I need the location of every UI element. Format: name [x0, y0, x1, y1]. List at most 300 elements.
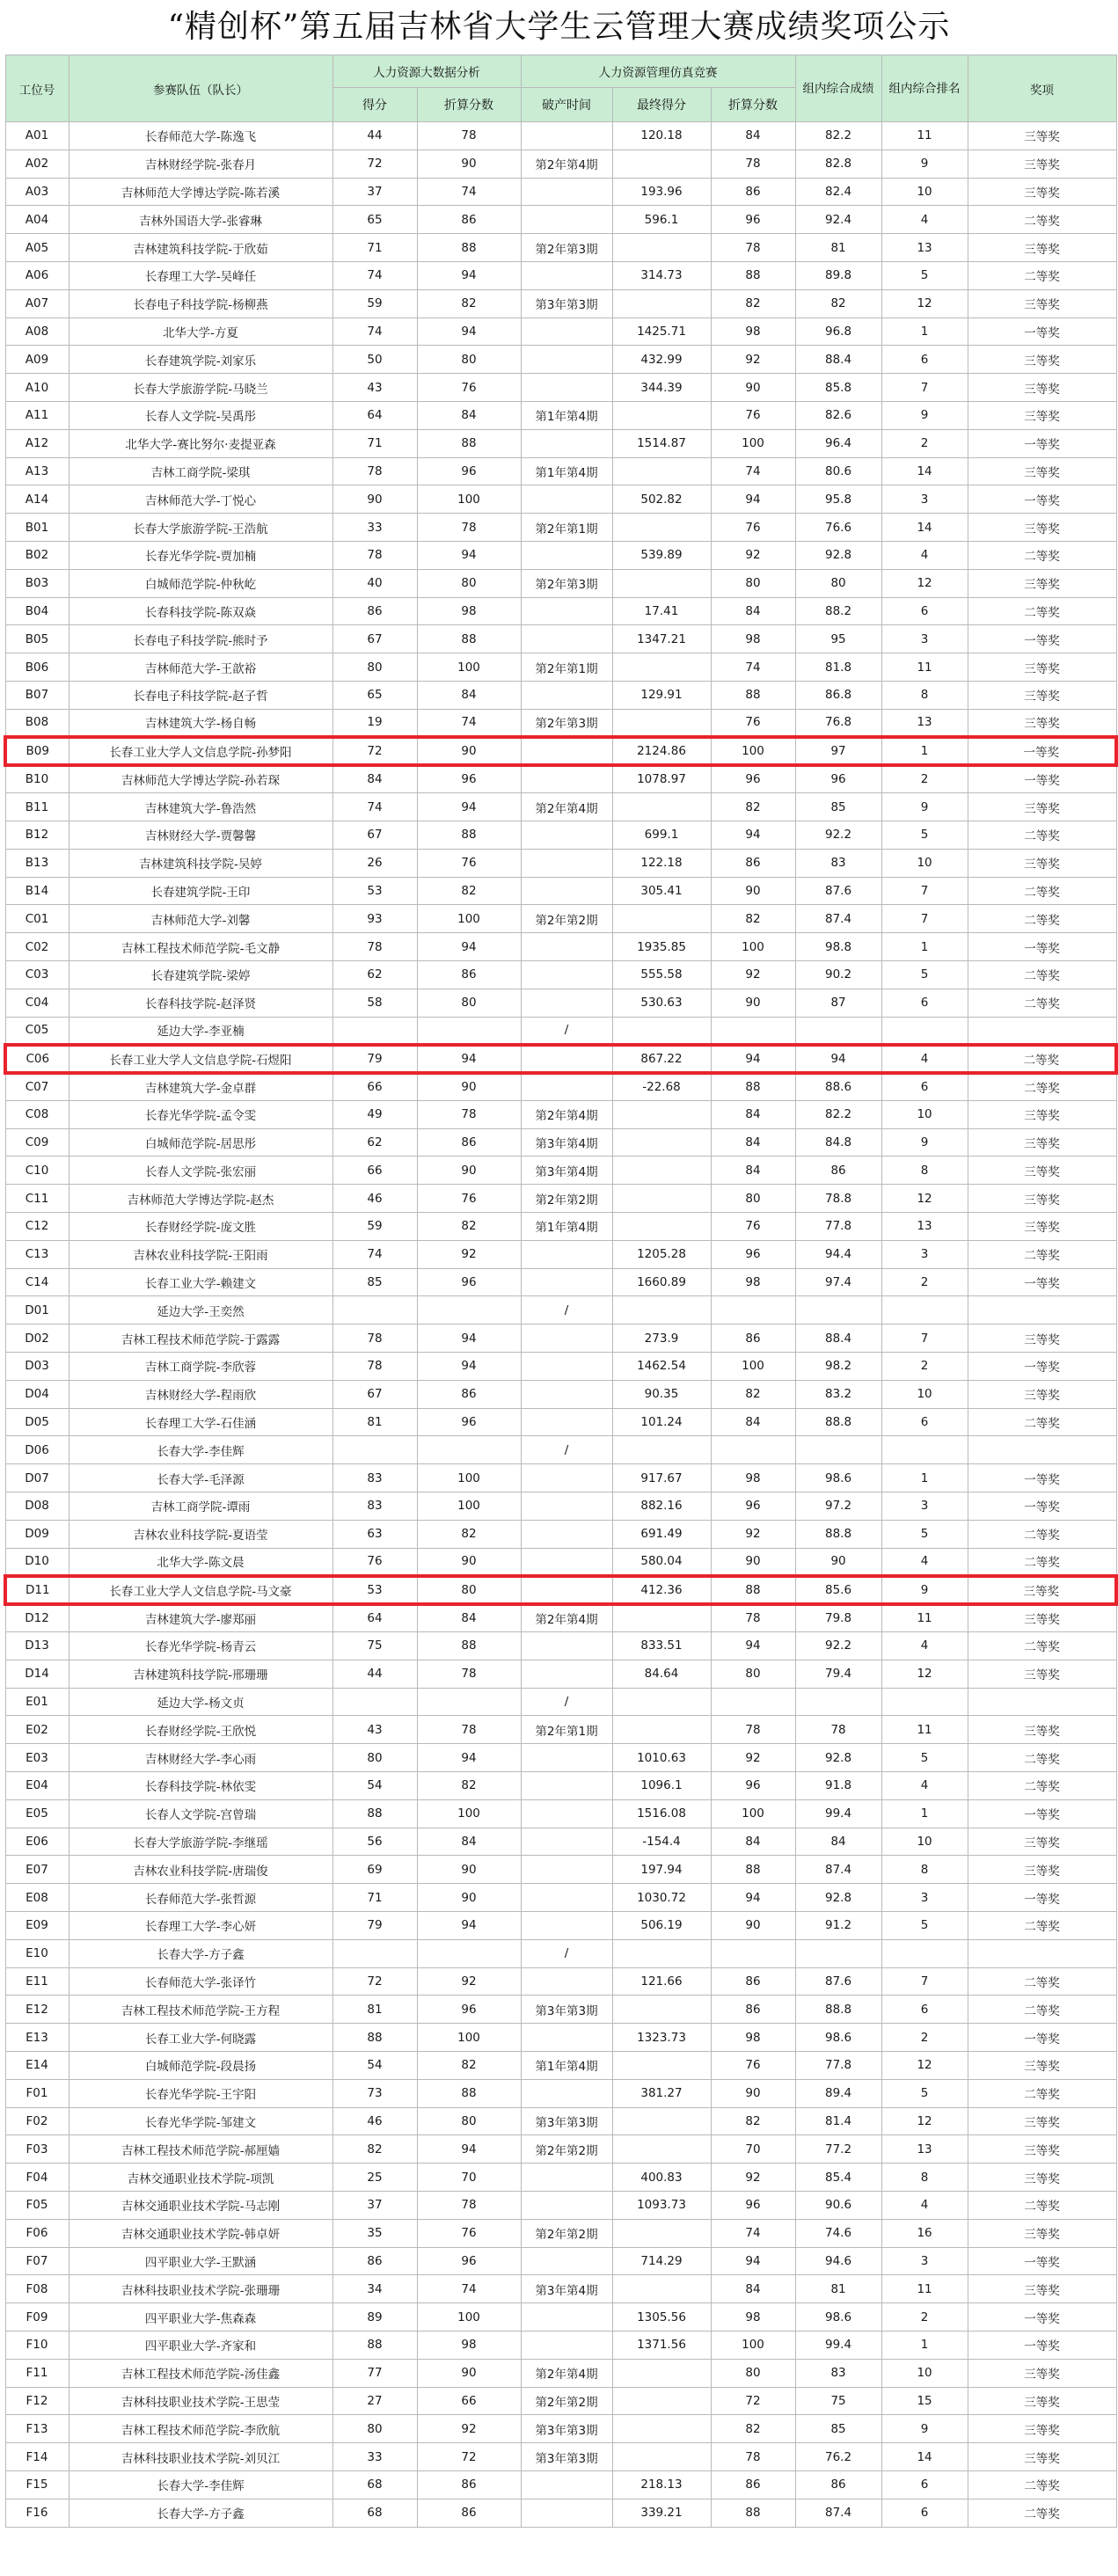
cell-station: E02 — [5, 1716, 69, 1744]
cell-group-rank: 8 — [881, 1157, 968, 1185]
cell-team: 长春光华学院-杨青云 — [69, 1632, 332, 1660]
cell-score: 81 — [332, 1996, 417, 2024]
cell-score: 80 — [332, 2415, 417, 2443]
cell-team: 吉林师范大学博达学院-赵杰 — [69, 1185, 332, 1213]
cell-score: 78 — [332, 1353, 417, 1381]
cell-station: E01 — [5, 1688, 69, 1716]
table-row — [5, 514, 1116, 542]
cell-converted: 96 — [417, 1996, 521, 2024]
cell-team: 吉林农业科技学院-唐瑞俊 — [69, 1856, 332, 1884]
cell-station: A01 — [5, 122, 69, 150]
cell-station: F11 — [5, 2359, 69, 2387]
cell-station: B08 — [5, 709, 69, 737]
cell-group-rank: 1 — [881, 317, 968, 346]
cell-bankrupt-time: 第2年第2期 — [521, 905, 612, 933]
table-row — [5, 1632, 1116, 1660]
cell-award: 一等奖 — [968, 429, 1116, 457]
cell-final-score: 1347.21 — [612, 625, 711, 653]
cell-team: 长春光华学院-贾加楠 — [69, 541, 332, 569]
cell-score — [332, 1296, 417, 1324]
cell-bankrupt-time: 第2年第3期 — [521, 234, 612, 262]
cell-final-score — [612, 2051, 711, 2079]
cell-converted: 90 — [417, 1548, 521, 1576]
cell-bankrupt-time — [521, 346, 612, 374]
cell-station: E09 — [5, 1912, 69, 1940]
cell-station: E11 — [5, 1967, 69, 1996]
cell-converted-2: 84 — [711, 2275, 795, 2303]
cell-converted-2: 78 — [711, 1604, 795, 1632]
table-row — [5, 2331, 1116, 2359]
table-row — [5, 317, 1116, 346]
cell-bankrupt-time: 第2年第4期 — [521, 793, 612, 821]
cell-team: 吉林工程技术师范学院-汤佳鑫 — [69, 2359, 332, 2387]
cell-group-total: 79.4 — [795, 1660, 881, 1688]
cell-converted: 78 — [417, 2191, 521, 2219]
cell-award: 一等奖 — [968, 1353, 1116, 1381]
cell-group-rank: 4 — [881, 2191, 968, 2219]
cell-bankrupt-time: 第3年第3期 — [521, 2107, 612, 2135]
cell-group-rank: 8 — [881, 1856, 968, 1884]
cell-team: 白城师范学院-段晨扬 — [69, 2051, 332, 2079]
cell-award: 三等奖 — [968, 1128, 1116, 1157]
cell-group-rank: 10 — [881, 178, 968, 206]
cell-group-total: 78.8 — [795, 1185, 881, 1213]
cell-team: 吉林科技职业技术学院-张珊珊 — [69, 2275, 332, 2303]
cell-group-total — [795, 1688, 881, 1716]
cell-group-total: 85.8 — [795, 374, 881, 402]
cell-group-rank: 12 — [881, 1185, 968, 1213]
cell-award: 三等奖 — [968, 569, 1116, 597]
cell-group-total: 87.4 — [795, 1856, 881, 1884]
cell-group-rank: 6 — [881, 2499, 968, 2527]
cell-converted-2: 94 — [711, 1632, 795, 1660]
cell-converted-2: 88 — [711, 1073, 795, 1101]
cell-group-rank: 3 — [881, 1492, 968, 1521]
cell-group-rank: 8 — [881, 2164, 968, 2192]
cell-station: F01 — [5, 2079, 69, 2107]
table-row — [5, 960, 1116, 989]
cell-final-score — [612, 1100, 711, 1128]
table-row — [5, 1967, 1116, 1996]
cell-converted-2: 84 — [711, 1157, 795, 1185]
cell-converted: 94 — [417, 793, 521, 821]
cell-award: 三等奖 — [968, 178, 1116, 206]
cell-award: 三等奖 — [968, 793, 1116, 821]
cell-final-score: 1078.97 — [612, 765, 711, 793]
header-hr-sim: 人力资源管理仿真竞赛 — [521, 55, 795, 88]
cell-final-score — [612, 1436, 711, 1464]
cell-final-score — [612, 2415, 711, 2443]
cell-bankrupt-time: / — [521, 1688, 612, 1716]
cell-group-total: 86.8 — [795, 681, 881, 709]
cell-team: 吉林工商学院-梁琪 — [69, 457, 332, 485]
cell-converted-2: 92 — [711, 1520, 795, 1548]
cell-converted-2 — [711, 1296, 795, 1324]
cell-final-score: 314.73 — [612, 261, 711, 289]
cell-award: 三等奖 — [968, 150, 1116, 178]
table-row — [5, 709, 1116, 737]
cell-station: B05 — [5, 625, 69, 653]
cell-converted-2: 76 — [711, 401, 795, 429]
cell-station: B11 — [5, 793, 69, 821]
cell-converted-2: 82 — [711, 2415, 795, 2443]
cell-bankrupt-time: 第2年第1期 — [521, 653, 612, 682]
cell-bankrupt-time — [521, 2303, 612, 2332]
table-row — [5, 1799, 1116, 1828]
cell-station: F03 — [5, 2135, 69, 2164]
cell-bankrupt-time — [521, 485, 612, 514]
cell-converted-2: 70 — [711, 2135, 795, 2164]
table-row — [5, 597, 1116, 625]
table-row — [5, 2499, 1116, 2527]
cell-converted-2: 74 — [711, 653, 795, 682]
cell-team: 长春大学-毛泽源 — [69, 1464, 332, 1492]
cell-converted-2: 98 — [711, 2024, 795, 2052]
cell-award: 三等奖 — [968, 122, 1116, 150]
cell-station: A11 — [5, 401, 69, 429]
cell-group-total: 88.8 — [795, 1520, 881, 1548]
cell-station: B07 — [5, 681, 69, 709]
cell-converted: 76 — [417, 2219, 521, 2247]
table-row — [5, 569, 1116, 597]
cell-group-rank: 6 — [881, 597, 968, 625]
cell-converted-2: 90 — [711, 989, 795, 1017]
cell-team: 北华大学-陈文晨 — [69, 1548, 332, 1576]
cell-score: 62 — [332, 960, 417, 989]
cell-award: 二等奖 — [968, 1408, 1116, 1436]
cell-award: 一等奖 — [968, 2303, 1116, 2332]
cell-final-score: 833.51 — [612, 1632, 711, 1660]
cell-award: 一等奖 — [968, 317, 1116, 346]
table-row — [5, 765, 1116, 793]
cell-group-total: 89.8 — [795, 261, 881, 289]
cell-score: 86 — [332, 597, 417, 625]
cell-score: 74 — [332, 793, 417, 821]
cell-score: 35 — [332, 2219, 417, 2247]
cell-converted-2: 88 — [711, 1856, 795, 1884]
cell-converted-2: 96 — [711, 206, 795, 234]
cell-group-total: 98.6 — [795, 1464, 881, 1492]
cell-converted — [417, 1939, 521, 1967]
cell-station: A09 — [5, 346, 69, 374]
table-row — [5, 2359, 1116, 2387]
cell-converted: 86 — [417, 2499, 521, 2527]
cell-converted-2: 100 — [711, 737, 795, 765]
cell-group-rank: 11 — [881, 1716, 968, 1744]
cell-bankrupt-time — [521, 2499, 612, 2527]
cell-station: C04 — [5, 989, 69, 1017]
table-row — [5, 1744, 1116, 1772]
cell-award: 三等奖 — [968, 849, 1116, 877]
cell-group-rank: 12 — [881, 2051, 968, 2079]
cell-award: 一等奖 — [968, 2331, 1116, 2359]
table-row — [5, 2470, 1116, 2499]
cell-bankrupt-time — [521, 933, 612, 961]
cell-final-score — [612, 1296, 711, 1324]
cell-station: C09 — [5, 1128, 69, 1157]
cell-score: 80 — [332, 1744, 417, 1772]
cell-converted-2: 82 — [711, 1380, 795, 1408]
table-row — [5, 681, 1116, 709]
cell-score: 25 — [332, 2164, 417, 2192]
cell-group-total: 80.6 — [795, 457, 881, 485]
header-group-total: 组内综合成绩 — [795, 55, 881, 122]
cell-group-rank: 9 — [881, 1128, 968, 1157]
cell-group-rank: 2 — [881, 2024, 968, 2052]
cell-final-score: -22.68 — [612, 1073, 711, 1101]
cell-converted: 96 — [417, 457, 521, 485]
cell-group-total — [795, 1296, 881, 1324]
cell-converted-2: 90 — [711, 2079, 795, 2107]
cell-award: 三等奖 — [968, 709, 1116, 737]
cell-group-rank: 12 — [881, 1660, 968, 1688]
cell-team: 吉林师范大学-刘馨 — [69, 905, 332, 933]
cell-award: 三等奖 — [968, 2051, 1116, 2079]
cell-group-rank: 6 — [881, 346, 968, 374]
header-award: 奖项 — [968, 55, 1116, 122]
cell-group-total: 78 — [795, 1716, 881, 1744]
cell-team: 长春科技学院-林依雯 — [69, 1772, 332, 1800]
cell-converted: 66 — [417, 2387, 521, 2415]
cell-group-rank — [881, 1688, 968, 1716]
table-row — [5, 1408, 1116, 1436]
table-row — [5, 2079, 1116, 2107]
cell-group-rank: 2 — [881, 429, 968, 457]
cell-station: A02 — [5, 150, 69, 178]
cell-score: 74 — [332, 1240, 417, 1268]
cell-bankrupt-time — [521, 2079, 612, 2107]
cell-final-score: 339.21 — [612, 2499, 711, 2527]
cell-final-score: 122.18 — [612, 849, 711, 877]
cell-award — [968, 1017, 1116, 1045]
cell-group-rank: 10 — [881, 1828, 968, 1856]
cell-bankrupt-time: 第3年第4期 — [521, 1128, 612, 1157]
cell-group-total: 87 — [795, 989, 881, 1017]
cell-converted-2: 98 — [711, 2303, 795, 2332]
cell-bankrupt-time — [521, 1828, 612, 1856]
table-body — [5, 122, 1116, 2528]
cell-converted: 78 — [417, 1100, 521, 1128]
cell-group-rank: 5 — [881, 1912, 968, 1940]
cell-converted: 100 — [417, 2024, 521, 2052]
cell-team: 吉林建筑大学-廖郑丽 — [69, 1604, 332, 1632]
cell-score: 50 — [332, 346, 417, 374]
cell-award: 三等奖 — [968, 1660, 1116, 1688]
cell-bankrupt-time: 第2年第2期 — [521, 2387, 612, 2415]
cell-converted: 96 — [417, 1268, 521, 1296]
cell-converted-2: 100 — [711, 2331, 795, 2359]
cell-group-total: 88.6 — [795, 1073, 881, 1101]
cell-bankrupt-time — [521, 2247, 612, 2275]
cell-converted: 94 — [417, 1912, 521, 1940]
cell-group-total: 92.8 — [795, 1884, 881, 1912]
cell-bankrupt-time — [521, 1045, 612, 1073]
cell-final-score — [612, 234, 711, 262]
cell-group-total: 98.6 — [795, 2024, 881, 2052]
cell-converted-2: 94 — [711, 1045, 795, 1073]
cell-converted: 100 — [417, 905, 521, 933]
cell-team: 吉林科技职业技术学院-王思莹 — [69, 2387, 332, 2415]
cell-group-total: 76.6 — [795, 514, 881, 542]
cell-group-rank: 9 — [881, 150, 968, 178]
cell-score: 78 — [332, 1324, 417, 1353]
cell-group-rank: 7 — [881, 374, 968, 402]
cell-group-rank: 11 — [881, 1604, 968, 1632]
cell-station: A12 — [5, 429, 69, 457]
cell-group-rank: 11 — [881, 122, 968, 150]
cell-award: 三等奖 — [968, 1185, 1116, 1213]
cell-final-score — [612, 2219, 711, 2247]
table-row — [5, 1492, 1116, 1521]
cell-bankrupt-time — [521, 1240, 612, 1268]
cell-award: 二等奖 — [968, 821, 1116, 849]
cell-team: 长春大学-方子鑫 — [69, 2499, 332, 2527]
cell-group-rank: 5 — [881, 2079, 968, 2107]
cell-team: 吉林建筑大学-鲁浩然 — [69, 793, 332, 821]
cell-group-total: 81.8 — [795, 653, 881, 682]
cell-bankrupt-time — [521, 849, 612, 877]
cell-final-score: 84.64 — [612, 1660, 711, 1688]
cell-bankrupt-time — [521, 625, 612, 653]
cell-converted-2: 76 — [711, 709, 795, 737]
cell-team: 长春人文学院-吴禹彤 — [69, 401, 332, 429]
cell-group-total: 87.4 — [795, 905, 881, 933]
cell-group-total: 83 — [795, 849, 881, 877]
cell-bankrupt-time — [521, 2191, 612, 2219]
table-row — [5, 178, 1116, 206]
cell-station: D12 — [5, 1604, 69, 1632]
cell-converted: 80 — [417, 989, 521, 1017]
cell-award: 三等奖 — [968, 1828, 1116, 1856]
table-row — [5, 1688, 1116, 1716]
cell-group-rank: 7 — [881, 1967, 968, 1996]
cell-station: C13 — [5, 1240, 69, 1268]
table-row — [5, 1296, 1116, 1324]
cell-score: 85 — [332, 1268, 417, 1296]
cell-award: 二等奖 — [968, 1744, 1116, 1772]
cell-group-rank: 11 — [881, 2275, 968, 2303]
cell-group-rank: 7 — [881, 905, 968, 933]
cell-bankrupt-time — [521, 597, 612, 625]
cell-converted: 88 — [417, 1632, 521, 1660]
cell-team: 吉林财经学院-张春月 — [69, 150, 332, 178]
cell-converted-2: 90 — [711, 1548, 795, 1576]
cell-final-score — [612, 1157, 711, 1185]
cell-final-score — [612, 1128, 711, 1157]
cell-group-total: 99.4 — [795, 2331, 881, 2359]
cell-score: 72 — [332, 1967, 417, 1996]
cell-bankrupt-time: 第2年第4期 — [521, 150, 612, 178]
cell-award: 一等奖 — [968, 2024, 1116, 2052]
cell-final-score — [612, 793, 711, 821]
cell-team: 长春科技学院-陈双焱 — [69, 597, 332, 625]
cell-bankrupt-time: 第3年第3期 — [521, 1996, 612, 2024]
cell-group-rank: 4 — [881, 541, 968, 569]
table-row — [5, 1912, 1116, 1940]
cell-final-score: 1425.71 — [612, 317, 711, 346]
cell-team: 长春光华学院-孟令雯 — [69, 1100, 332, 1128]
cell-converted: 80 — [417, 346, 521, 374]
cell-final-score: 305.41 — [612, 877, 711, 905]
cell-award: 一等奖 — [968, 737, 1116, 765]
cell-converted: 94 — [417, 1045, 521, 1073]
cell-converted-2: 100 — [711, 933, 795, 961]
cell-score: 67 — [332, 625, 417, 653]
cell-team: 吉林农业科技学院-王阳雨 — [69, 1240, 332, 1268]
table-row — [5, 1045, 1116, 1073]
header-hr-big-data: 人力资源大数据分析 — [332, 55, 521, 88]
cell-team: 北华大学-赛比努尔·麦提亚森 — [69, 429, 332, 457]
cell-award: 三等奖 — [968, 2107, 1116, 2135]
cell-group-rank: 10 — [881, 1380, 968, 1408]
cell-station: F09 — [5, 2303, 69, 2332]
cell-bankrupt-time: 第2年第2期 — [521, 1185, 612, 1213]
table-row — [5, 1017, 1116, 1045]
cell-converted: 90 — [417, 737, 521, 765]
cell-group-total: 94.6 — [795, 2247, 881, 2275]
cell-converted: 84 — [417, 1604, 521, 1632]
cell-station: F13 — [5, 2415, 69, 2443]
cell-converted-2: 82 — [711, 289, 795, 317]
cell-group-total: 82.6 — [795, 401, 881, 429]
cell-bankrupt-time — [521, 1464, 612, 1492]
cell-final-score: 1371.56 — [612, 2331, 711, 2359]
cell-station: A08 — [5, 317, 69, 346]
cell-group-rank: 12 — [881, 289, 968, 317]
cell-score — [332, 1436, 417, 1464]
table-row — [5, 1939, 1116, 1967]
cell-bankrupt-time — [521, 1772, 612, 1800]
cell-final-score: 1660.89 — [612, 1268, 711, 1296]
cell-bankrupt-time — [521, 261, 612, 289]
cell-team: 长春理工大学-石佳涵 — [69, 1408, 332, 1436]
cell-group-rank: 12 — [881, 2107, 968, 2135]
header-converted: 折算分数 — [417, 88, 521, 122]
cell-group-rank: 14 — [881, 2443, 968, 2471]
cell-group-total: 97.4 — [795, 1268, 881, 1296]
cell-bankrupt-time — [521, 737, 612, 765]
cell-team: 长春工业大学人文信息学院-马文豪 — [69, 1576, 332, 1604]
cell-final-score — [612, 1996, 711, 2024]
cell-final-score — [612, 457, 711, 485]
cell-score: 26 — [332, 849, 417, 877]
cell-group-rank: 6 — [881, 1073, 968, 1101]
cell-bankrupt-time — [521, 1520, 612, 1548]
cell-final-score: 120.18 — [612, 122, 711, 150]
cell-converted: 82 — [417, 877, 521, 905]
cell-final-score: 502.82 — [612, 485, 711, 514]
cell-team: 吉林建筑大学-金卓群 — [69, 1073, 332, 1101]
cell-award: 二等奖 — [968, 2470, 1116, 2499]
cell-final-score: 555.58 — [612, 960, 711, 989]
cell-score: 80 — [332, 653, 417, 682]
cell-station: E12 — [5, 1996, 69, 2024]
cell-group-total: 98.8 — [795, 933, 881, 961]
table-row — [5, 849, 1116, 877]
cell-award: 二等奖 — [968, 1912, 1116, 1940]
table-row — [5, 2247, 1116, 2275]
cell-group-total: 94 — [795, 1045, 881, 1073]
cell-converted: 98 — [417, 2331, 521, 2359]
cell-award: 二等奖 — [968, 1996, 1116, 2024]
table-row — [5, 1716, 1116, 1744]
cell-score: 59 — [332, 289, 417, 317]
cell-converted-2: 80 — [711, 1660, 795, 1688]
cell-station: A04 — [5, 206, 69, 234]
cell-group-total: 87.6 — [795, 877, 881, 905]
cell-team: 四平职业大学-焦森森 — [69, 2303, 332, 2332]
cell-group-rank: 5 — [881, 1520, 968, 1548]
